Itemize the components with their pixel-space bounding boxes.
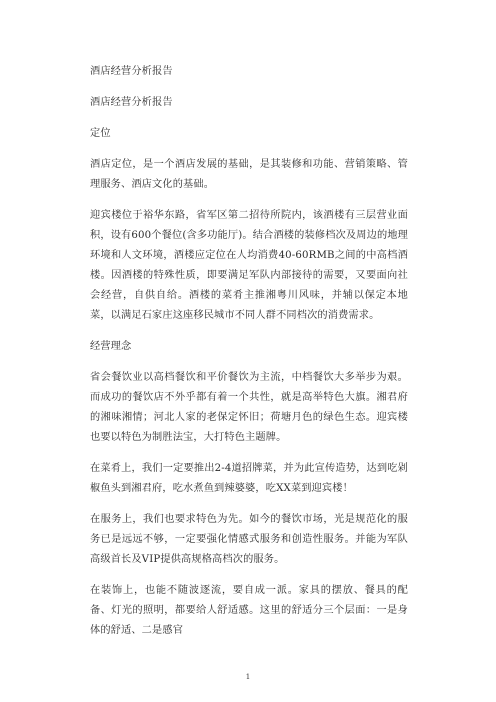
paragraph-service: 在服务上，我们也要求特色为先。如今的餐饮市场，光是规范化的服务已是远远不够，一定要强化情感式服务和创造性服务。并能为军队高级首长及VIP提供高规格高档次的服务。: [90, 514, 408, 565]
report-heading: 酒店经营分析报告: [90, 97, 173, 108]
section-heading-positioning: 定位: [90, 128, 111, 139]
paragraph-decoration: 在装饰上，也能不随波逐流，要自成一派。家具的摆放、餐具的配备、灯光的照明，都要给人舒适感。这里的舒适分三个层面：一是身体的舒适、二是感官: [90, 585, 408, 636]
paragraph-signature-dishes: 在菜肴上，我们一定要推出2-4道招牌菜，并为此宣传造势，达到吃剁椒鱼头到湘君府，吃水煮鱼到辣婆婆，吃XX菜到迎宾楼！: [90, 463, 408, 494]
paragraph-positioning-definition: 酒店定位，是一个酒店发展的基础，是其装修和功能、营销策略、管理服务、酒店文化的基础。: [90, 159, 408, 190]
document-title: 酒店经营分析报告: [90, 66, 173, 77]
page-number: 1: [245, 673, 251, 681]
section-heading-business-philosophy: 经营理念: [90, 341, 132, 352]
paragraph-hotel-overview: 迎宾楼位于裕华东路，省军区第二招待所院内，该酒楼有三层营业面积，设有600个餐位(含多功能厅)。结合酒楼的装修档次及周边的地理环境和人文环境，酒楼应定位在人均消费40-60RMB之间的中高档酒楼。因酒楼的特殊性质，即要满足军队内部接待的需要，又要面向社会经营，自供自给。酒楼的菜肴主推湘粤川风味，并辅以保定本地菜，以满足石家庄这座移民城市不同人群不同档次的消费需求。: [90, 210, 408, 321]
paragraph-market-analysis: 省会餐饮业以高档餐饮和平价餐饮为主流，中档餐饮大多举步为艰。而成功的餐饮店不外乎都有着一个共性，就是高举特色大旗。湘君府的湘味湘情；河北人家的老保定怀旧；荷塘月色的绿色生态。迎宾楼也要以特色为制胜法宝，大打特色主题牌。: [90, 372, 408, 443]
document-body: [90, 62, 408, 652]
